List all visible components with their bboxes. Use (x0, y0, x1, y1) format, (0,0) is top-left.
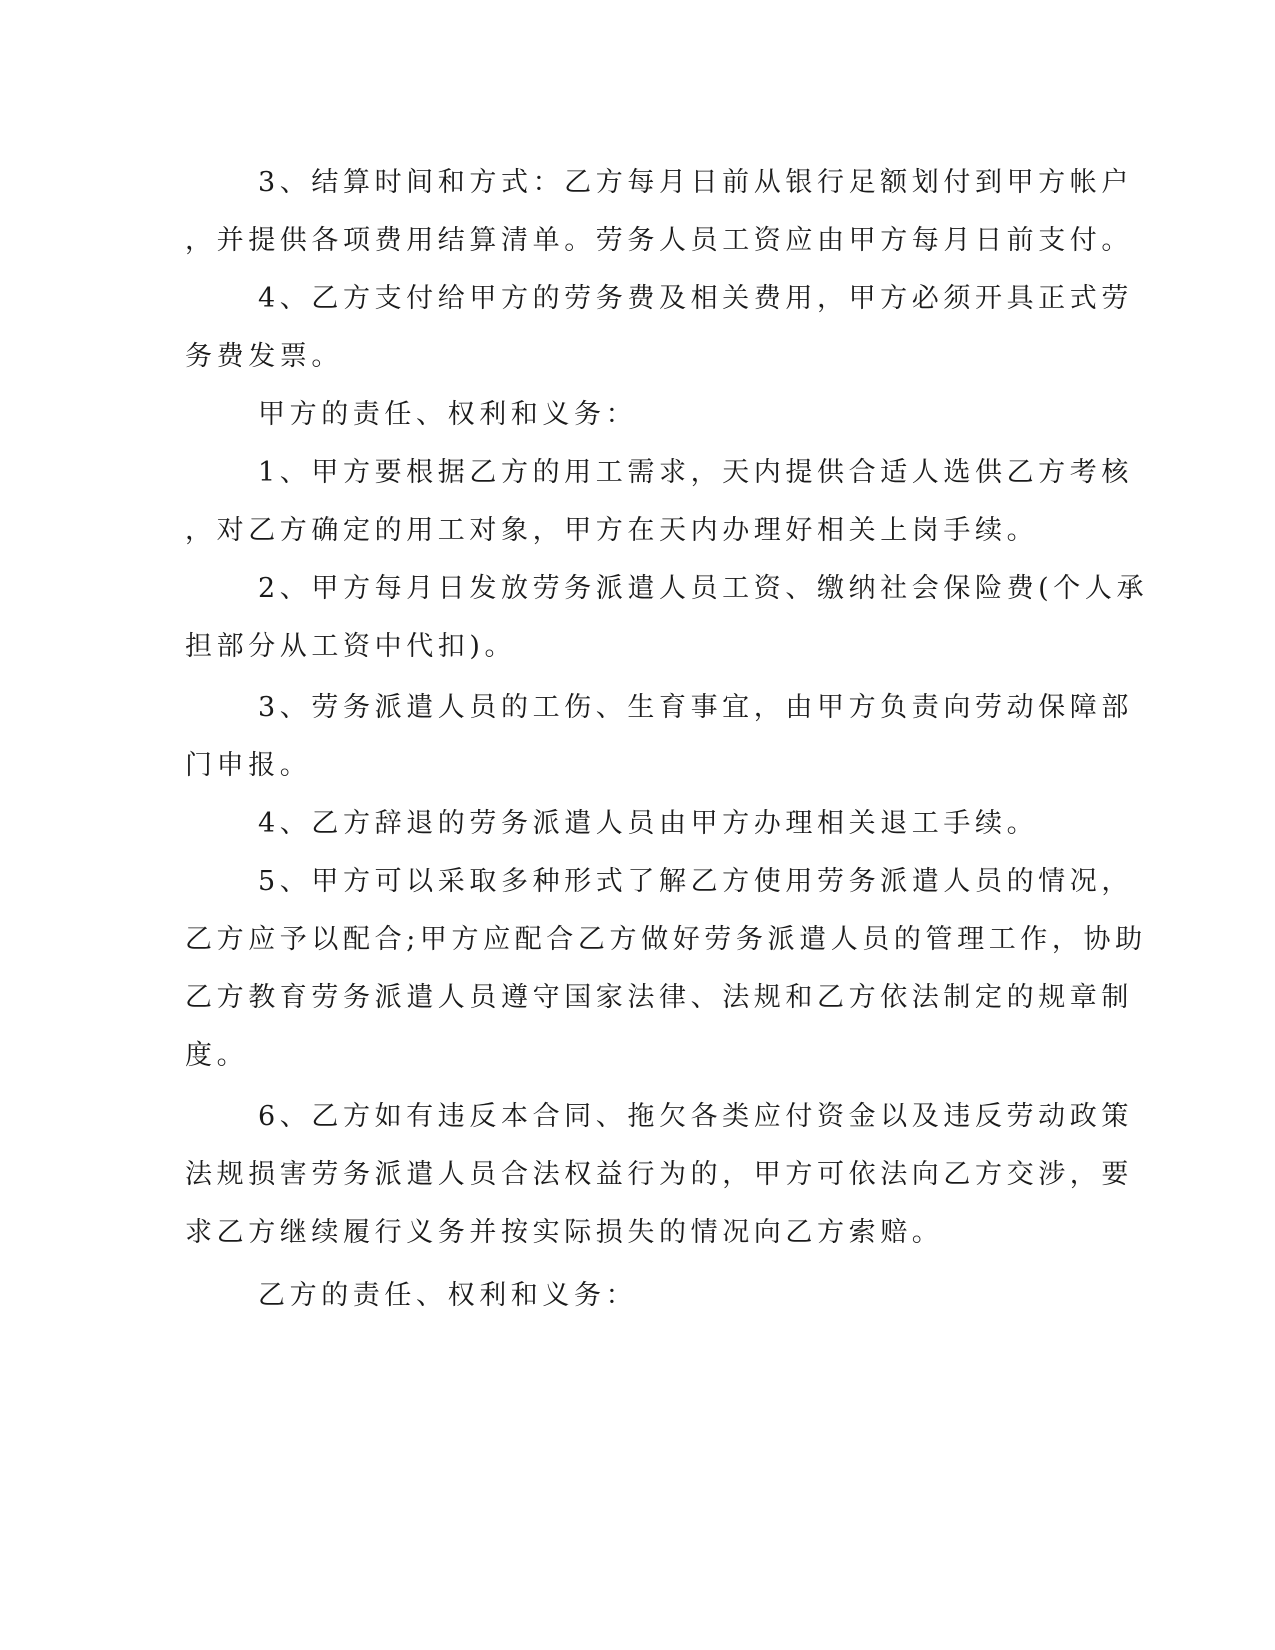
text-line: 乙方教育劳务派遣人员遵守国家法律、法规和乙方依法制定的规章制 (185, 982, 1133, 1013)
text-line: 门申报。 (185, 750, 312, 781)
text-line: ，对乙方确定的用工对象，甲方在天内办理好相关上岗手续。 (185, 515, 1039, 546)
text-line: 3、结算时间和方式：乙方每月日前从银行足额划付到甲方帐户 (258, 167, 1133, 198)
text-line: 4、乙方支付给甲方的劳务费及相关费用，甲方必须开具正式劳 (258, 283, 1133, 314)
section-heading: 乙方的责任、权利和义务： (258, 1280, 638, 1311)
text-line: 度。 (185, 1040, 249, 1071)
text-line: 求乙方继续履行义务并按实际损失的情况向乙方索赔。 (185, 1217, 944, 1248)
text-line: 务费发票。 (185, 341, 343, 372)
text-line: 6、乙方如有违反本合同、拖欠各类应付资金以及违反劳动政策 (258, 1101, 1133, 1132)
section-heading: 甲方的责任、权利和义务： (258, 399, 638, 430)
text-line: 3、劳务派遣人员的工伤、生育事宜，由甲方负责向劳动保障部 (258, 692, 1133, 723)
text-line: 5、甲方可以采取多种形式了解乙方使用劳务派遣人员的情况， (258, 866, 1133, 897)
text-line: 法规损害劳务派遣人员合法权益行为的，甲方可依法向乙方交涉，要 (185, 1159, 1133, 1190)
text-line: ，并提供各项费用结算清单。劳务人员工资应由甲方每月日前支付。 (185, 225, 1133, 256)
text-line: 乙方应予以配合;甲方应配合乙方做好劳务派遣人员的管理工作，协助 (185, 924, 1147, 955)
text-line: 2、甲方每月日发放劳务派遣人员工资、缴纳社会保险费(个人承 (258, 573, 1149, 604)
text-line: 4、乙方辞退的劳务派遣人员由甲方办理相关退工手续。 (258, 808, 1039, 839)
text-line: 担部分从工资中代扣)。 (185, 631, 517, 662)
text-line: 1、甲方要根据乙方的用工需求，天内提供合适人选供乙方考核 (258, 457, 1133, 488)
